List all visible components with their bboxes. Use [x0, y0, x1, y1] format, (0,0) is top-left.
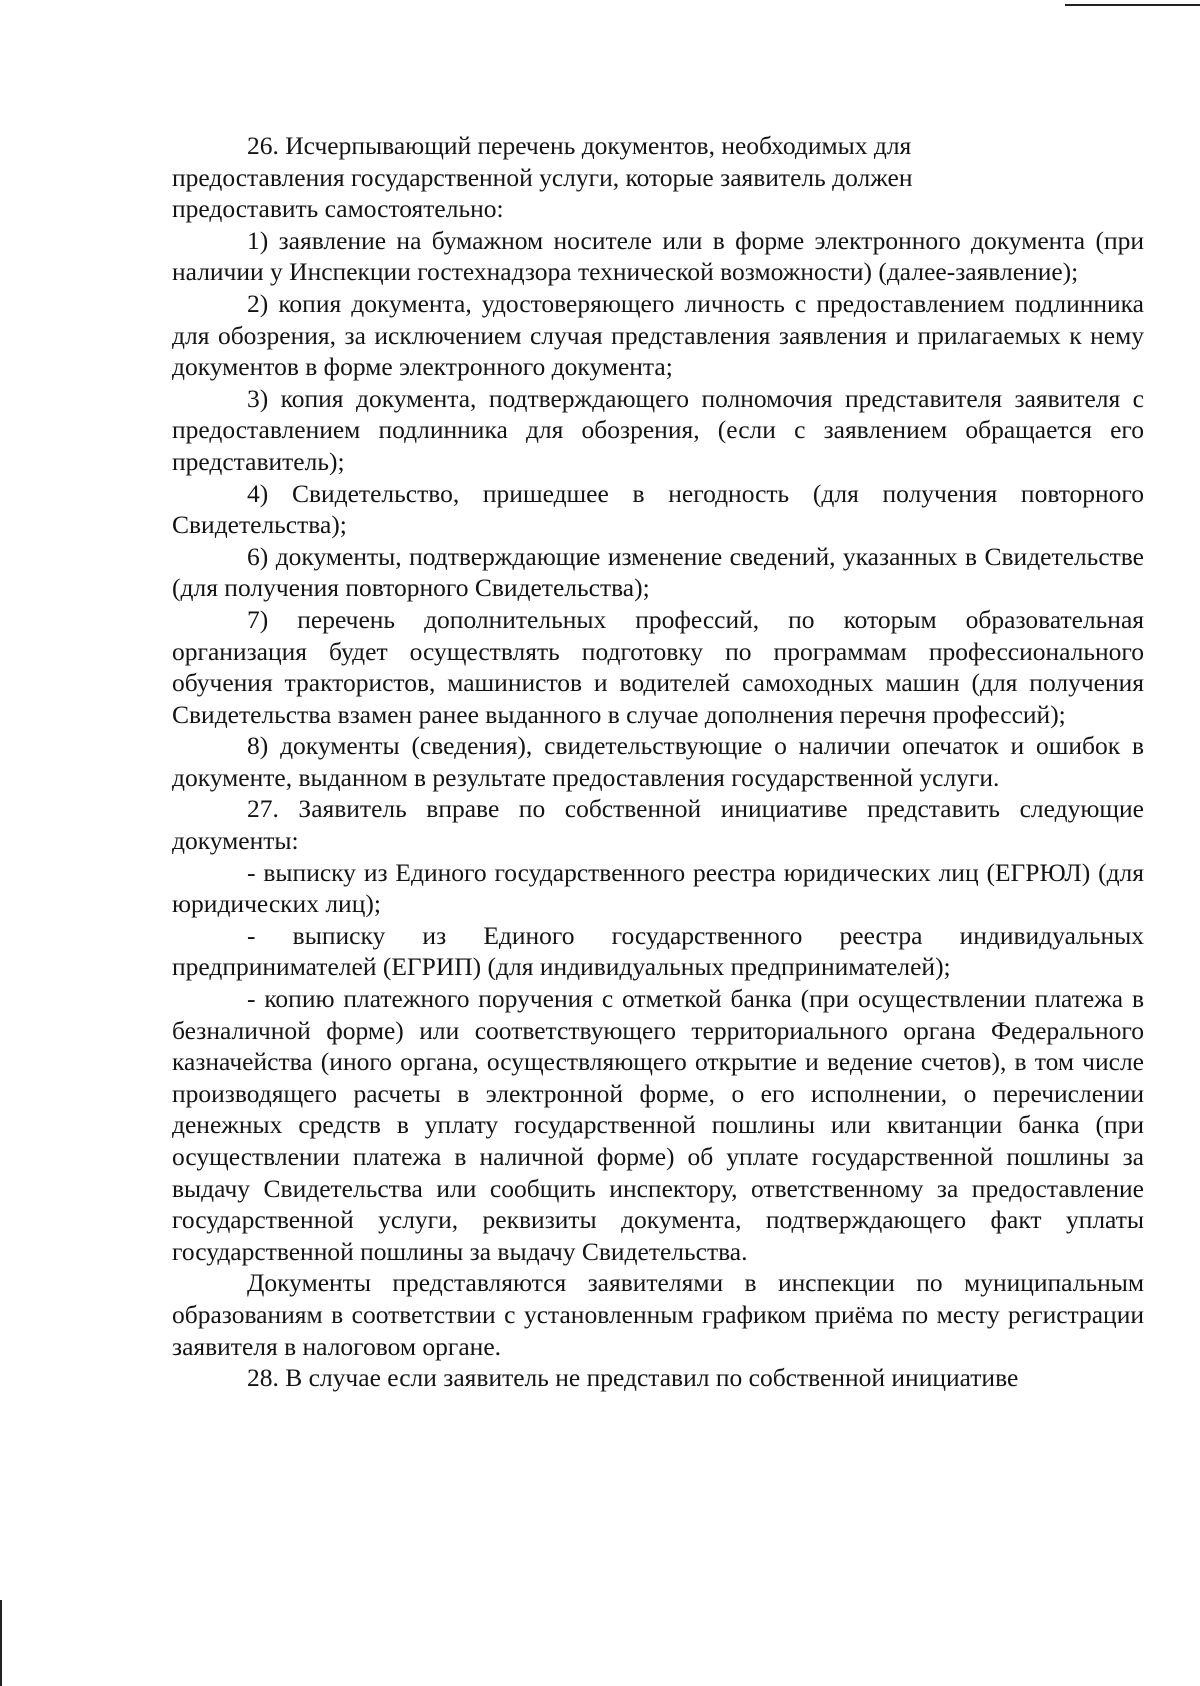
- document-body: [172, 130, 1144, 1394]
- list-item-26-2: 2) копия документа, удостоверяющего личность с предоставлением подлинника для обозрения, за исключением случая представления заявления и прилагаемых к нему документов в форме электронного документа;: [172, 288, 1144, 382]
- paragraph-26-line-3: предоставить самостоятельно:: [172, 194, 504, 224]
- list-item-27-payment: - копию платежного поручения с отметкой банка (при осуществлении платежа в безналичной форме) или соответствующего территориального органа Федерального казначейства (иного органа, осуществляющего открытие и ведение счетов), в том числе производящего расчеты в электронной форме, о его исполнении, о перечислении денежных средств в уплату государственной пошлины или квитанции банка (при осуществлении платежа в наличной форме) об уплате государственной пошлины за выдачу Свидетельства или сообщить инспектору, ответственному за предоставление государственной услуги, реквизиты документа, подтверждающего факт уплаты государственной пошлины за выдачу Свидетельства.: [172, 984, 1144, 1266]
- list-item-26-3: 3) копия документа, подтверждающего полномочия представителя заявителя с предоставлением подлинника для обозрения, (если с заявлением обращается его представитель);: [172, 383, 1144, 476]
- paragraph-26-line-1: 26. Исчерпывающий перечень документов, необходимых для: [247, 131, 912, 160]
- list-item-27-egrul: - выписку из Единого государственного реестра юридических лиц (ЕГРЮЛ) (для юридических лиц);: [172, 857, 1144, 919]
- list-item-26-1: 1) заявление на бумажном носителе или в форме электронного документа (при наличии у Инспекции гостехнадзора технической возможности) (далее-заявление);: [172, 225, 1144, 287]
- paragraph-27: 27. Заявитель вправе по собственной инициативе представить следующие документы:: [172, 794, 1144, 856]
- paragraph-26: [172, 130, 1144, 225]
- list-item-26-4: 4) Свидетельство, пришедшее в негодность (для получения повторного Свидетельства);: [172, 478, 1144, 540]
- list-item-26-6: 6) документы, подтверждающие изменение сведений, указанных в Свидетельстве (для получения повторного Свидетельства);: [172, 541, 1144, 603]
- top-edge-rule: [1065, 4, 1200, 6]
- left-edge-mark: [0, 1600, 2, 1686]
- paragraph-28: 28. В случае если заявитель не представил по собственной инициативе: [247, 1363, 1019, 1393]
- list-item-27-egrip: - выписку из Единого государственного реестра индивидуальных предпринимателей (ЕГРИП) (для индивидуальных предпринимателей);: [172, 920, 1144, 982]
- paragraph-26-line-2: предоставления государственной услуги, которые заявитель должен: [172, 162, 913, 192]
- list-item-26-8: 8) документы (сведения), свидетельствующие о наличии опечаток и ошибок в документе, выданном в результате предоставления государственной услуги.: [172, 731, 1144, 792]
- list-item-26-7: 7) перечень дополнительных профессий, по которым образовательная организация будет осуществлять подготовку по программам профессионального обучения трактористов, машинистов и водителей самоходных машин (для получения Свидетельства взамен ранее выданного в случае дополнения перечня профессий);: [172, 604, 1144, 729]
- paragraph-documents-note: Документы представляются заявителями в инспекции по муниципальным образованиям в соответствии с установленным графиком приёма по месту регистрации заявителя в налоговом органе.: [172, 1268, 1144, 1361]
